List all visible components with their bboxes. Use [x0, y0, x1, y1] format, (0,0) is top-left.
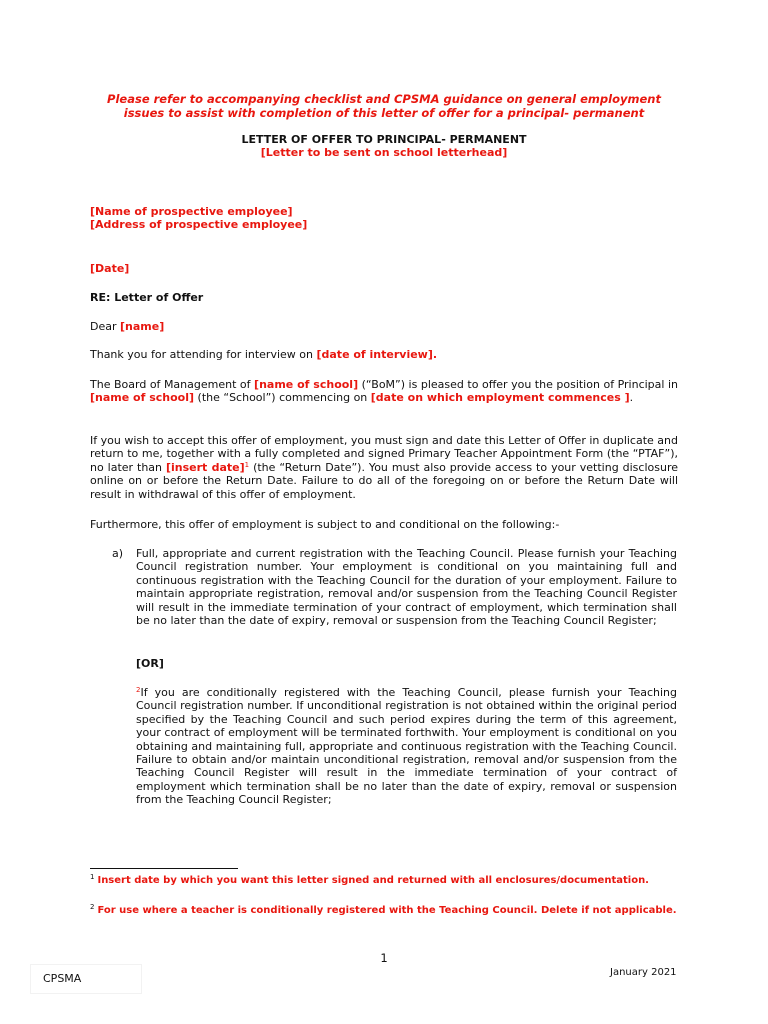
footer-org: CPSMA [43, 972, 82, 985]
interview-date-placeholder: [date of interview]. [316, 348, 438, 361]
interview-text: Thank you for attending for interview on [90, 348, 317, 361]
date-placeholder: [Date] [90, 262, 130, 275]
condition-a-marker: a) [112, 547, 124, 560]
letter-title: LETTER OF OFFER TO PRINCIPAL- PERMANENT [241, 133, 527, 146]
letter-title-block [90, 133, 678, 160]
guidance-note [90, 93, 678, 120]
paragraph-acceptance [90, 434, 678, 501]
footnote-ref-1: 1 [244, 460, 250, 469]
offer-text-c: (the “School”) commencing on [194, 391, 371, 405]
paragraph-interview [90, 348, 678, 361]
footer-date: January 2021 [610, 967, 677, 978]
employee-address-placeholder: [Address of prospective employee] [90, 218, 308, 232]
page-number: 1 [380, 951, 388, 965]
acceptance-text-b: (the “Return Date”). You must also provide access to your vetting disclosure online on or before the Return Date. Failure to do all of the foregoing on or before the Return Date will result in withdrawal of this offer of employment. [90, 460, 678, 501]
school-name-placeholder-2: [name of school] [90, 391, 195, 405]
addressee-block [90, 205, 678, 232]
letterhead-note: [Letter to be sent on school letterhead] [260, 146, 508, 160]
re-line: RE: Letter of Offer [90, 291, 204, 304]
acceptance-text-a: If you wish to accept this offer of employment, you must sign and date this Letter of Offer in duplicate and return to me, together with a fully completed and signed Primary Teacher Appointment Form (the “PTAF”), no later than [90, 434, 678, 474]
salutation [90, 320, 678, 333]
offer-text-d: . [629, 391, 634, 405]
guidance-line-1: Please refer to accompanying checklist and CPSMA guidance on general employment [107, 92, 661, 106]
guidance-line-2: issues to assist with completion of this letter of offer for a principal- permanent [123, 105, 645, 120]
condition-a-text: Full, appropriate and current registration with the Teaching Council. Please furnish your Teaching Council registration number. Your employment is conditional on you maintaining full and continuous registration with the Teaching Council for the duration of your employment. Failure to maintain appropriate registration, removal and/or suspension from the Teaching Council Register will result in the immediate termination of your contract of employment, which termination shall be no later than the date of expiry, removal or suspension from the Teaching Council Register; [136, 547, 677, 628]
salutation-text: Dear [90, 320, 120, 333]
footnote-1-text: Insert date by which you want this letter signed and returned with all enclosures/documentation. [97, 875, 649, 886]
salutation-name-placeholder: [name] [120, 320, 165, 333]
footnote-separator [90, 868, 238, 869]
school-name-placeholder-1: [name of school] [254, 378, 359, 391]
commencement-date-placeholder: [date on which employment commences ] [370, 391, 630, 405]
paragraph-offer [90, 378, 678, 405]
condition-alternative-text: If you are conditionally registered with the Teaching Council, please furnish your Teaching Council registration number. If unconditional registration is not obtained within the original period specified by the Teaching Council and such period expires during the term of this agreement, your contract of employment will be terminated forthwith. Your employment is conditional on you obtaining and maintaining full, appropriate and continuous registration with the Teaching Council. Failure to obtain and/or maintain unconditional registration, removal and/or suspension from the Teaching Council Register will result in the immediate termination of your contract of employment which termination shall be no later than the date of expiry, removal or suspension from the Teaching Council Register; [136, 686, 677, 807]
condition-alternative [136, 686, 677, 807]
footnote-1-ref: 1 [90, 873, 95, 881]
footnote-2 [90, 904, 678, 917]
footnote-1 [90, 874, 678, 887]
or-label: [OR] [136, 657, 164, 670]
footnote-2-ref: 2 [90, 903, 95, 911]
return-date-placeholder: [insert date] [165, 460, 245, 474]
footnote-2-text: For use where a teacher is conditionally registered with the Teaching Council. Delete if not applicable. [97, 905, 677, 916]
offer-text-a: The Board of Management of [90, 378, 255, 391]
offer-text-b: (“BoM”) is pleased to offer you the position of Principal in [358, 378, 678, 391]
footnote-ref-2: 2 [136, 686, 141, 694]
employee-name-placeholder: [Name of prospective employee] [90, 205, 293, 218]
paragraph-conditions-intro: Furthermore, this offer of employment is subject to and conditional on the following:- [90, 518, 560, 531]
